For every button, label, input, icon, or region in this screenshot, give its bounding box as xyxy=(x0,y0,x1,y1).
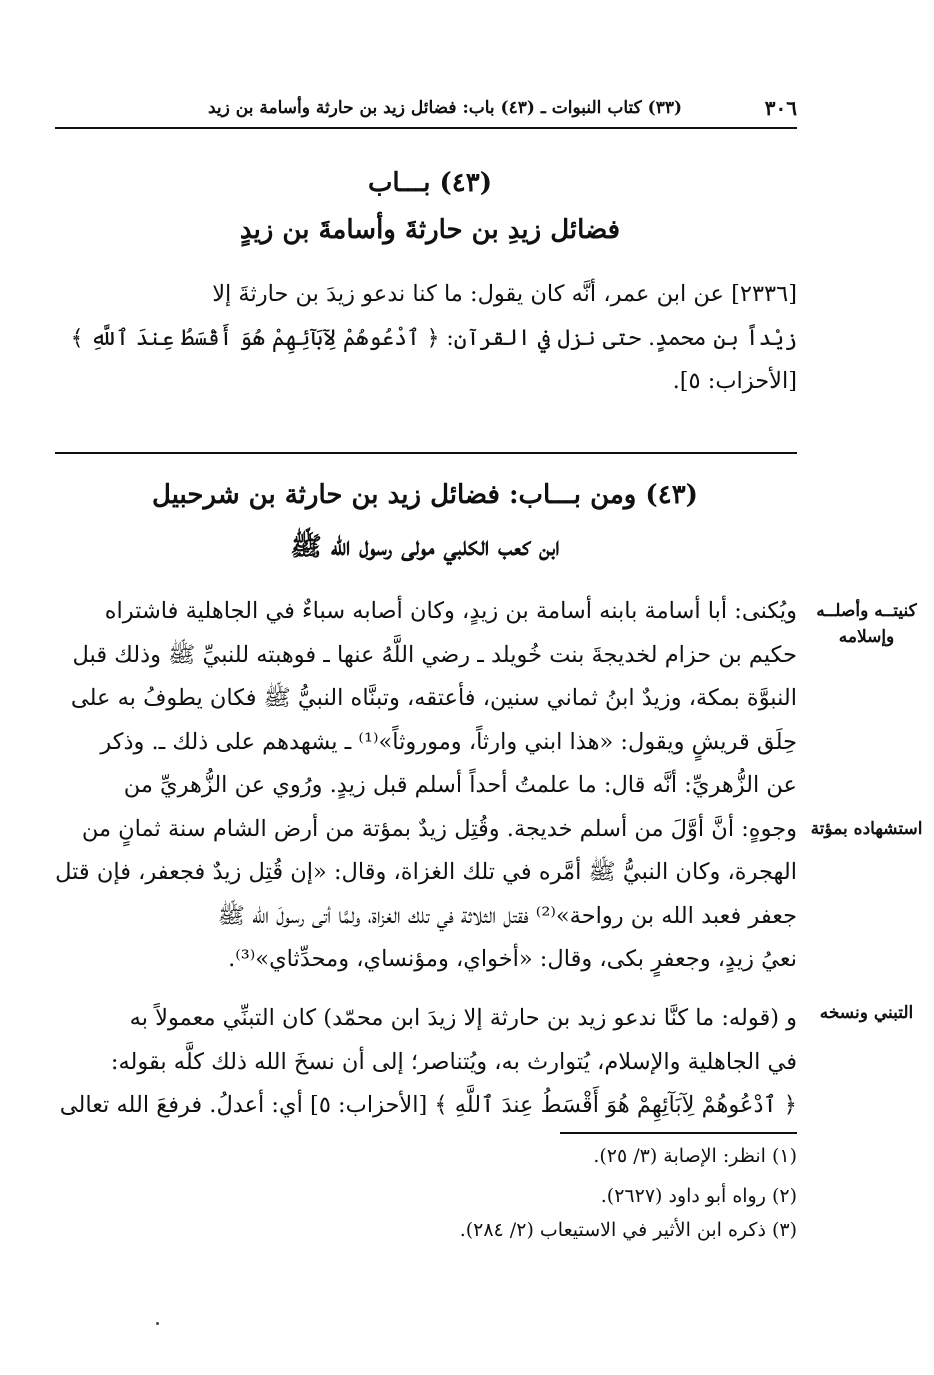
header-rule xyxy=(55,127,797,129)
commentary-paragraph-1 xyxy=(55,590,797,982)
text-line: وجوهٍ: أنَّ أوَّلَ من أسلم خديجة. وقُتِل زيدٌ بمؤتة من أرض الشام سنة ثمانٍ من xyxy=(81,815,797,842)
commentary-subheading: ابن كعب الكلبي مولى رسول الله ﷺ xyxy=(290,532,560,562)
running-header xyxy=(55,96,797,122)
footnote-3: (٣) ذكره ابن الأثير في الاستيعاب (٢/ ٢٨٤). xyxy=(459,1219,797,1241)
commentary-paragraph-2 xyxy=(55,997,797,1128)
chapter-title: فضائل زيدِ بن حارثةَ وأسامةَ بن زيدٍ xyxy=(239,215,621,245)
text-line: حِلَق قريشٍ ويقول: «هذا ابني وارثاً، وموروثاً»⁽¹⁾ ـ يشهدهم على ذلك ـ. وذكر xyxy=(100,728,797,755)
hadith-line: [٢٣٣٦] عن ابن عمر، أنَّه كان يقول: ما كنا ندعو زيدَ بن حارثةَ إلا xyxy=(212,281,797,307)
text-line: الهجرة، وكان النبيُّ ﷺ أمَّره في تلك الغزاة، وقال: «إن قُتِل زيدٌ فجعفر، فإن قتل xyxy=(55,859,797,885)
margin-note-adoption: التبني ونسخه xyxy=(819,1003,914,1023)
text-line: ويُكنى: أبا أسامة بابنه أسامة بن زيدٍ، وكان أصابه سباءٌ في الجاهلية فاشتراه xyxy=(104,598,797,624)
page-number: ٣٠٦ xyxy=(764,96,797,120)
text-line: نعيُ زيدٍ، وجعفرٍ بكى، وقال: «أخواي، ومؤنساي، ومحدِّثاي»⁽³⁾. xyxy=(228,946,797,972)
footnote-rule xyxy=(560,1132,797,1134)
text-line: ﴿ ٱدْعُوهُمْ لِآبَآئِهِمْ هُوَ أَقْسَطُ عِندَ ٱللَّهِ ﴾ [الأحزاب: ٥] أي: أعدلُ. فرفعَ الله تعالى xyxy=(59,1092,797,1118)
scan-speck xyxy=(156,1322,159,1325)
running-header-title: (٣٣) كتاب النبوات ـ (٤٣) باب: فضائل زيد بن حارثة وأسامة بن زيد xyxy=(207,98,683,118)
section-divider xyxy=(55,452,797,454)
text-line: عن الزُّهريِّ: أنَّه قال: ما علمتُ أحداً أسلم قبل زيدٍ. ورُوي عن الزُّهريِّ من xyxy=(123,772,797,798)
text-line: و (قوله: ما كنَّا ندعو زيد بن حارثة إلا زيدَ ابن محمّد) كان التبنِّي معمولاً به xyxy=(129,1005,797,1031)
commentary-heading: (٤٣) ومن بـــاب: فضائل زيد بن حارثة بن شرحبيل xyxy=(152,480,698,510)
margin-note-kunya: كنيتــه وأصلــه وإسلامه xyxy=(816,601,917,647)
footnote-2: (٢) رواه أبو داود (٢٦٢٧). xyxy=(600,1185,797,1207)
text-line: حكيم بن حزام لخديجةَ بنت خُويلد ـ رضي اللَّهُ عنها ـ فوهبته للنبيِّ ﷺ وذلك قبل xyxy=(72,641,797,668)
text-line: في الجاهلية والإسلام، يُتوارث به، ويُتناصر؛ إلى أن نسخَ الله ذلك كلَّه بقوله: xyxy=(110,1048,797,1075)
footnote-1: (١) انظر: الإصابة (٣/ ٢٥). xyxy=(593,1145,797,1167)
text-line: النبوَّة بمكة، وزيدٌ ابنُ ثماني سنين، فأعتقه، وتبنَّاه النبيُّ ﷺ فكان يطوفُ به على xyxy=(70,685,797,711)
text-line: جعفر فعبد الله بن رواحة»⁽²⁾ فقتل الثلاثة في تلك الغزاة، ولمَّا أتى رسولَ الله ﷺ xyxy=(217,902,797,929)
chapter-number: (٤٣) بـــاب xyxy=(367,168,493,198)
margin-note-martyrdom: استشهاده بمؤتة xyxy=(810,819,923,839)
hadith-line: زيْداً بن محمدٍ. حتى نزل في القرآن: ﴿ ٱدْعُوهُمْ لِآبَآئِهِمْ هُوَ أَقْسَطُ عِندَ ٱللَّهِ ﴾ xyxy=(70,325,797,351)
hadith-text xyxy=(55,273,797,404)
hadith-line: [الأحزاب: ٥]. xyxy=(672,368,797,394)
